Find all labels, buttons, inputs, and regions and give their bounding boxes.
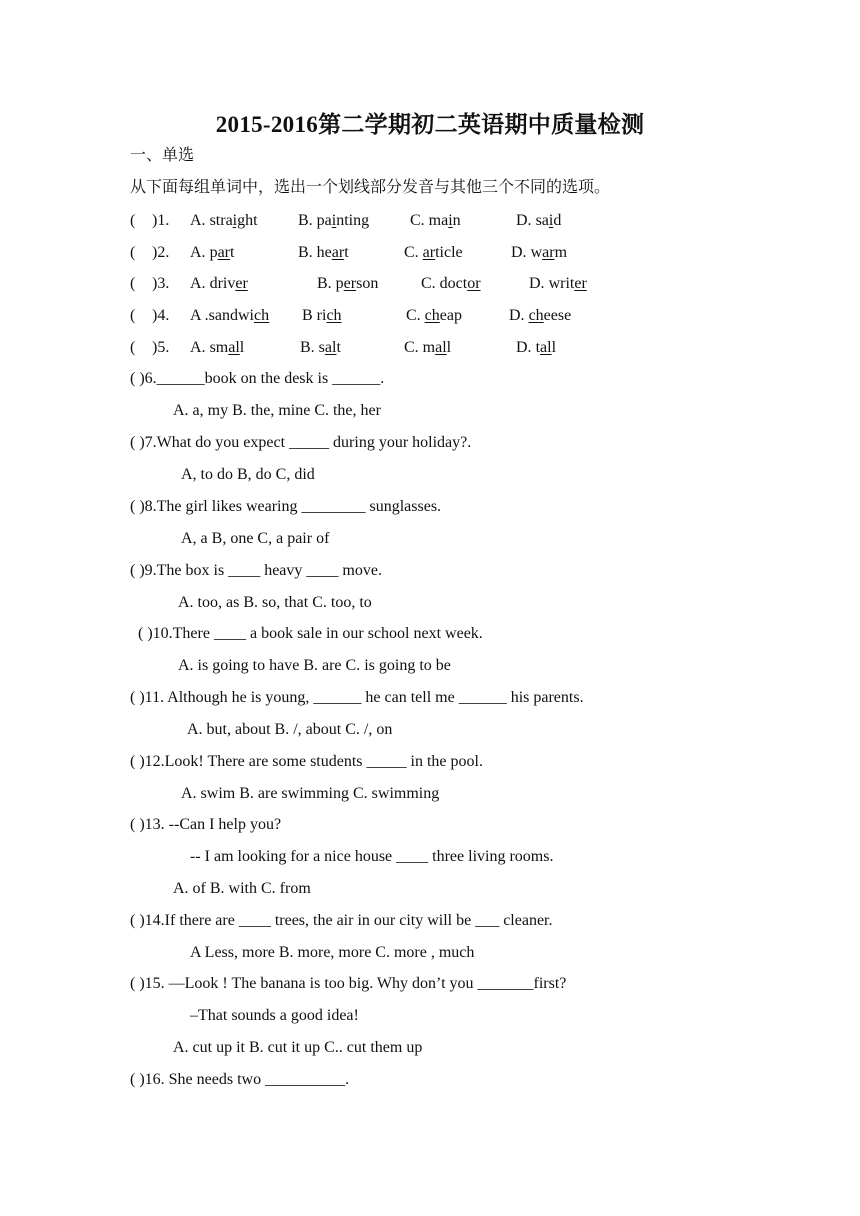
question-14: ( )14.If there are ____ trees, the air in our city will be ___ cleaner. [130, 912, 553, 929]
underlined-letters: er [574, 275, 587, 292]
option-a [190, 274, 248, 294]
option-pre: p [209, 244, 218, 261]
option-label: C. [410, 212, 429, 229]
question-16: ( )16. She needs two __________. [130, 1071, 350, 1088]
option-pre: m [422, 339, 436, 356]
option-post: son [356, 275, 379, 292]
option-post: d [553, 212, 562, 229]
option-a [190, 306, 269, 326]
options-14: A Less, more B. more, more C. more , much [190, 944, 475, 961]
option-pre: pa [316, 212, 332, 229]
option-post: nting [336, 212, 370, 229]
options-8: A, a B, one C, a pair of [181, 530, 330, 547]
option-label: B. [300, 339, 319, 356]
option-a [190, 338, 244, 358]
options-15: A. cut up it B. cut it up C.. cut them up [173, 1039, 423, 1056]
question-number: )4. [152, 307, 170, 324]
option-label: A. [190, 275, 210, 292]
answer-paren: ( [130, 275, 136, 292]
underlined-letters: ar [422, 244, 436, 261]
option-label: B. [317, 275, 336, 292]
option-a [190, 211, 258, 231]
option-pre: driv [209, 275, 236, 292]
option-post: l [551, 339, 557, 356]
option-b [300, 338, 341, 358]
option-post: ticle [435, 244, 463, 261]
underlined-letters: ar [331, 244, 345, 261]
underlined-letters: al [228, 339, 240, 356]
option-c [421, 274, 481, 294]
option-pre: he [316, 244, 332, 261]
option-label: C. [421, 275, 440, 292]
question-9: ( )9.The box is ____ heavy ____ move. [130, 562, 382, 579]
underlined-letters: ch [326, 307, 342, 324]
option-d [511, 243, 567, 263]
option-label: C. [406, 307, 425, 324]
option-pre: ma [428, 212, 449, 229]
option-d [509, 306, 571, 326]
option-label: B. [298, 244, 317, 261]
underlined-letters: i [548, 212, 554, 229]
option-pre: sa [535, 212, 549, 229]
option-label: C. [404, 244, 423, 261]
section-heading: 一、单选 [130, 147, 195, 164]
option-c [410, 211, 461, 231]
option-label: D. [511, 244, 531, 261]
option-pre: ri [316, 307, 327, 324]
answer-paren: ( [130, 244, 136, 261]
option-d [529, 274, 587, 294]
question-number: )1. [152, 212, 170, 229]
underlined-letters: er [235, 275, 248, 292]
option-post: ht [245, 212, 258, 229]
option-label: B. [298, 212, 317, 229]
question-15-dialogue: –That sounds a good idea! [190, 1007, 359, 1024]
question-13-dialogue: -- I am looking for a nice house ____ three living rooms. [190, 848, 554, 865]
option-b [317, 274, 378, 294]
option-post: m [554, 244, 568, 261]
option-label: A . [190, 307, 209, 324]
question-12: ( )12.Look! There are some students _____ in the pool. [130, 753, 483, 770]
options-9: A. too, as B. so, that C. too, to [178, 594, 372, 611]
option-d [516, 211, 561, 231]
underlined-letters: al [540, 339, 552, 356]
question-13: ( )13. --Can I help you? [130, 816, 282, 833]
answer-paren: ( [130, 339, 136, 356]
option-pre: writ [548, 275, 575, 292]
option-c [404, 338, 451, 358]
option-b [298, 211, 369, 231]
option-c [404, 243, 463, 263]
underlined-letters: al [324, 339, 337, 356]
answer-paren: ( [130, 307, 136, 324]
page-title: 2015-2016第二学期初二英语期中质量检测 [215, 112, 645, 137]
question-number: )5. [152, 339, 170, 356]
underlined-letters: er [343, 275, 357, 292]
underlined-letters: ar [217, 244, 230, 261]
option-label: A. [190, 212, 210, 229]
option-b [302, 306, 342, 326]
underlined-letters: ch [254, 307, 270, 324]
option-d [516, 338, 556, 358]
option-label: C. [404, 339, 423, 356]
option-pre: sandwi [208, 307, 254, 324]
underlined-letters: ar [542, 244, 555, 261]
answer-paren: ( [130, 212, 136, 229]
option-pre: p [335, 275, 344, 292]
options-12: A. swim B. are swimming C. swimming [181, 785, 440, 802]
underlined-letters: ch [528, 307, 544, 324]
option-label: D. [516, 212, 536, 229]
option-post: eese [543, 307, 572, 324]
option-c [406, 306, 462, 326]
question-number: )2. [152, 244, 170, 261]
option-post: t [230, 244, 235, 261]
option-label: B [302, 307, 317, 324]
question-8: ( )8.The girl likes wearing ________ sunglasses. [130, 498, 442, 515]
underlined-letters: i [448, 212, 453, 229]
underlined-letters: ch [424, 307, 440, 324]
option-post: eap [439, 307, 462, 324]
option-label: A. [190, 244, 210, 261]
question-7: ( )7.What do you expect _____ during your holiday?. [130, 434, 472, 451]
option-pre: w [530, 244, 543, 261]
option-a [190, 243, 234, 263]
question-10: ( )10.There ____ a book sale in our school next week. [138, 625, 483, 642]
options-11: A. but, about B. /, about C. /, on [187, 721, 393, 738]
options-6: A. a, my B. the, mine C. the, her [173, 402, 381, 419]
option-post: l [239, 339, 245, 356]
option-post: t [344, 244, 349, 261]
option-pre: doct [439, 275, 468, 292]
options-7: A, to do B, do C, did [181, 466, 315, 483]
option-label: D. [529, 275, 549, 292]
option-b [298, 243, 349, 263]
option-label: D. [516, 339, 536, 356]
question-11: ( )11. Although he is young, ______ he can tell me ______ his parents. [130, 689, 584, 706]
question-number: )3. [152, 275, 170, 292]
option-pre: stra [209, 212, 233, 229]
underlined-letters: i [331, 212, 337, 229]
question-15: ( )15. —Look ! The banana is too big. Why don’t you _______first? [130, 975, 567, 992]
underlined-letters: ig [232, 212, 246, 229]
underlined-letters: or [467, 275, 481, 292]
question-6: ( )6.______book on the desk is ______. [130, 370, 385, 387]
option-label: D. [509, 307, 529, 324]
underlined-letters: al [435, 339, 447, 356]
option-post: l [446, 339, 452, 356]
option-post: n [452, 212, 461, 229]
instruction-text: 从下面每组单词中，选出一个划线部分发音与其他三个不同的选项。 [130, 179, 611, 196]
option-label: A. [190, 339, 210, 356]
options-10: A. is going to have B. are C. is going to be [178, 657, 451, 674]
option-pre: sm [209, 339, 229, 356]
option-post: t [336, 339, 341, 356]
option-pre: t [535, 339, 541, 356]
options-13: A. of B. with C. from [173, 880, 311, 897]
option-pre: s [318, 339, 325, 356]
